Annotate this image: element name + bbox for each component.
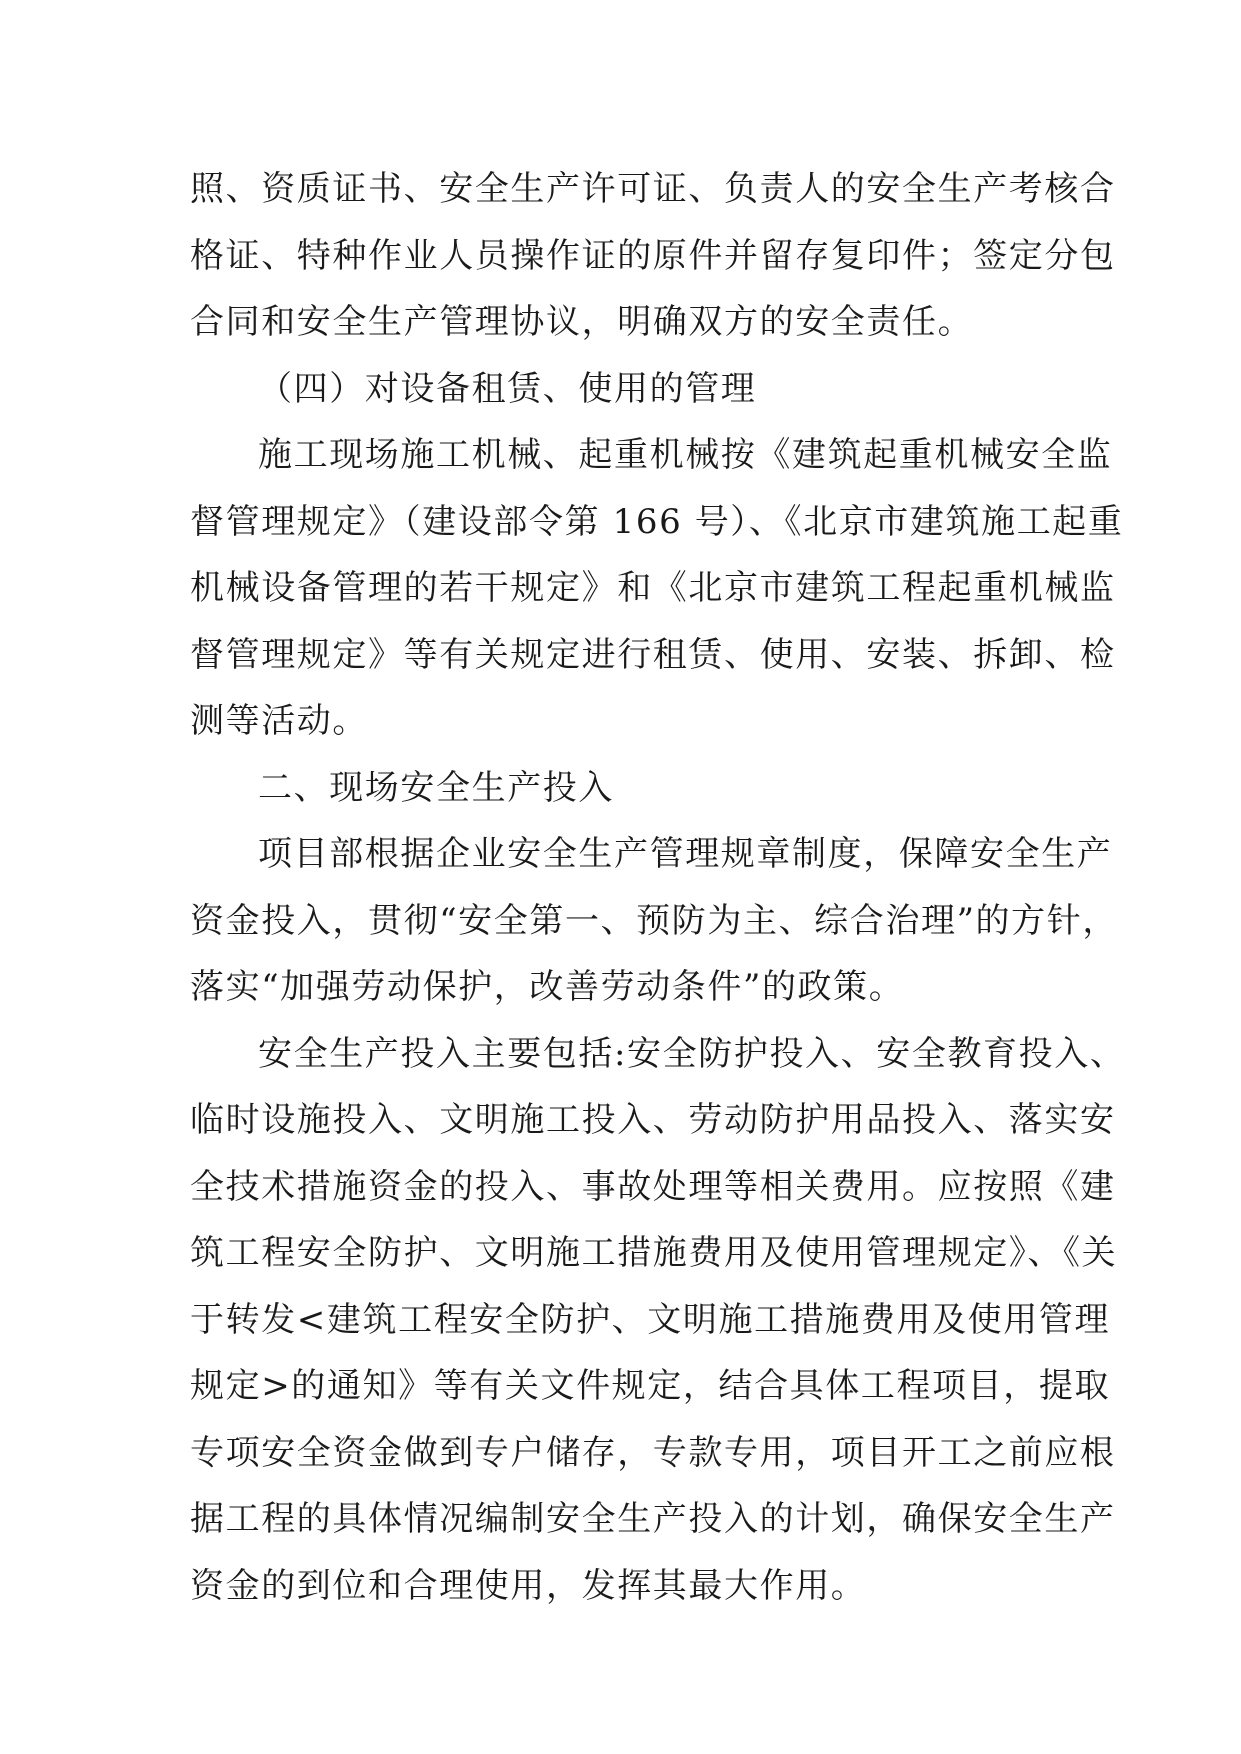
text-line: 全技术措施资金的投入、事故处理等相关费用。应按照《建 [190, 1166, 1116, 1207]
text-line: 落实“加强劳动保护，改善劳动条件”的政策。 [190, 967, 905, 1007]
text-line: 专项安全资金做到专户储存，专款专用，项目开工之前应根 [190, 1432, 1116, 1473]
text-line: 机械设备管理的若干规定》和《北京市建筑工程起重机械监 [190, 568, 1116, 608]
text-line: 照、资质证书、安全生产许可证、负责人的安全生产考核合 [190, 169, 1116, 209]
text-line: 临时设施投入、文明施工投入、劳动防护用品投入、落实安 [190, 1100, 1116, 1140]
text-line: 资金投入，贯彻“安全第一、预防为主、综合治理”的方针， [190, 900, 1118, 941]
text-line: 施工现场施工机械、起重机械按《建筑起重机械安全监 [258, 435, 1113, 475]
text-line: 督管理规定》等有关规定进行租赁、使用、安装、拆卸、检 [190, 634, 1116, 675]
text-line: 安全生产投入主要包括:安全防护投入、安全教育投入、 [258, 1033, 1126, 1074]
section-heading-equipment: （四）对设备租赁、使用的管理 [258, 368, 757, 409]
document-body [190, 156, 1126, 1619]
text-line: 格证、特种作业人员操作证的原件并留存复印件；签定分包 [190, 235, 1116, 276]
text-line: 资金的到位和合理使用，发挥其最大作用。 [190, 1565, 867, 1606]
text-line: 于转发<建筑工程安全防护、文明施工措施费用及使用管理 [190, 1299, 1111, 1340]
text-line: 筑工程安全防护、文明施工措施费用及使用管理规定》、《关 [190, 1233, 1118, 1273]
text-line: 合同和安全生产管理协议，明确双方的安全责任。 [190, 302, 974, 342]
text-line: 督管理规定》（建设部令第 166 号）、《北京市建筑施工起重 [190, 501, 1124, 542]
text-line: 规定>的通知》等有关文件规定，结合具体工程项目，提取 [190, 1366, 1111, 1406]
text-line: 据工程的具体情况编制安全生产投入的计划，确保安全生产 [190, 1499, 1116, 1539]
text-line: 测等活动。 [190, 701, 368, 741]
text-line: 项目部根据企业安全生产管理规章制度，保障安全生产 [258, 834, 1113, 874]
section-heading-investment: 二、现场安全生产投入 [258, 767, 614, 808]
